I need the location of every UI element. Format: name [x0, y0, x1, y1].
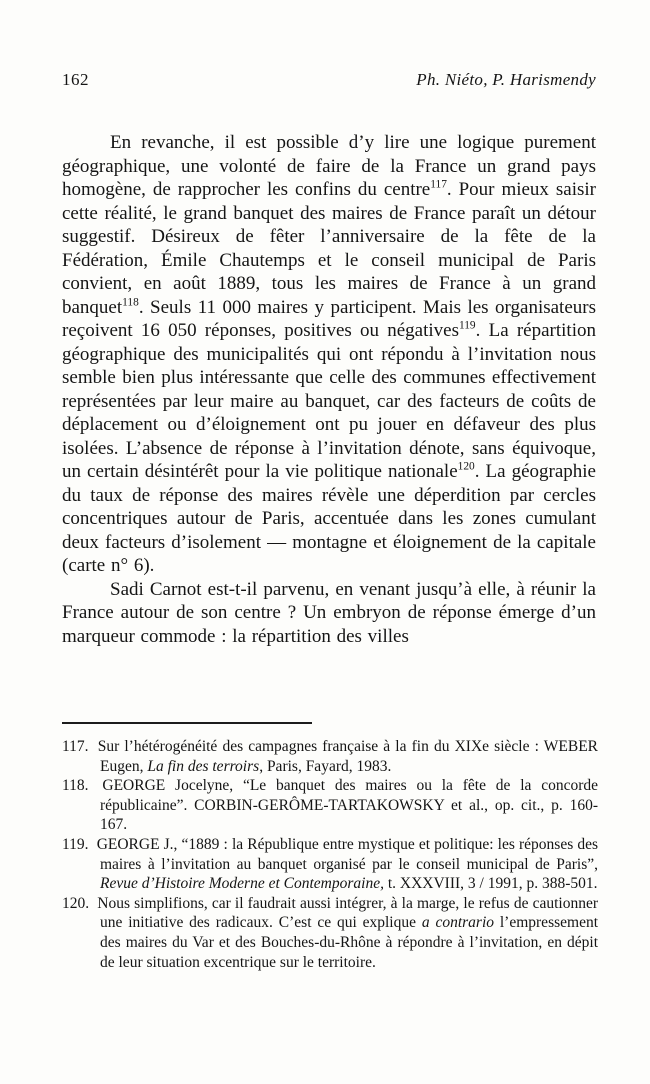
footnotes-section — [62, 737, 598, 972]
paragraph: Sadi Carnot est-t-il parvenu, en venant jusqu’à elle, à réunir la France autour de son centre ? Un embryon de réponse émerge d’un marqueur commode : la répartition des villes — [62, 578, 596, 647]
footnote-text: Nous simplifions, car il faudrait aussi intégrer, à la marge, le refus de cautionner une initiative des radicaux. C’est ce qui explique a contrario l’empressement des maires du Var et des Bouches-du-Rhône à répondre à l’invitation, en dépit de leur situation excentrique sur le territoire. — [97, 894, 598, 971]
footnote-number: 118. — [62, 777, 89, 795]
footnote-number: 119. — [62, 835, 89, 853]
footnote-text: GEORGE J., “1889 : la République entre mystique et politique: les réponses des maires à l’invitation au banquet organisé par le conseil municipal de Paris”, Revue d’Histoire Moderne et Contemporaine, t. XXXVIII, 3 / 1991, p. 388-501. — [96, 835, 599, 893]
footnote-item — [62, 835, 598, 894]
page-number: 162 — [62, 70, 89, 89]
footnote-number: 117. — [62, 738, 89, 755]
footnote-item — [62, 776, 598, 835]
footnote-text: GEORGE Jocelyne, “Le banquet des maires ou la fête de la concorde républicaine”. CORBIN-GERÔME-TARTAKOWSKY et al., op. cit., p. 160-167. — [100, 777, 598, 834]
running-header: Ph. Niéto, P. Harismendy — [416, 70, 596, 89]
footnote-separator — [62, 722, 312, 724]
footnote-text: Sur l’hétérogénéité des campagnes française à la fin du XIXe siècle : WEBER Eugen, La fin des terroirs, Paris, Fayard, 1983. — [97, 738, 598, 775]
page-header — [62, 70, 596, 90]
body-text — [62, 131, 596, 648]
footnote-item — [62, 894, 598, 972]
footnote-number: 120. — [62, 894, 90, 912]
paragraph: En revanche, il est possible d’y lire une logique purement géographique, une volonté de faire de la France un grand pays homogène, de rapprocher les confins du centre$^{117}$. Pour mieux saisir cette réalité, le grand banquet des maires de France paraît un détour suggestif. Désireux de fêter l’anniversaire de la fête de la Fédération, Émile Chautemps et le conseil municipal de Paris convient, en août 1889, tous les maires de France à un grand banquet$^{118}$. Seuls 11 000 maires y participent. Mais les organisateurs reçoivent 16 050 réponses, positives ou négatives$^{119}$. La répartition géographique des municipalités qui ont répondu à l’invitation nous semble bien plus intéressante que celle des communes effectivement représentées par leur maire au banquet, car des facteurs de coûts de déplacement ou d’éloignement ont pu jouer en défaveur des plus isolées. L’absence de réponse à l’invitation dénote, sans équivoque, un certain désintérêt pour la vie politique nationale$^{120}$. La géographie du taux de réponse des maires révèle une déperdition par cercles concentriques autour de Paris, accentuée dans les zones cumulant deux facteurs d’isolement — montagne et éloignement de la capitale (carte n° 6). — [62, 132, 596, 576]
footnote-item — [62, 737, 598, 776]
